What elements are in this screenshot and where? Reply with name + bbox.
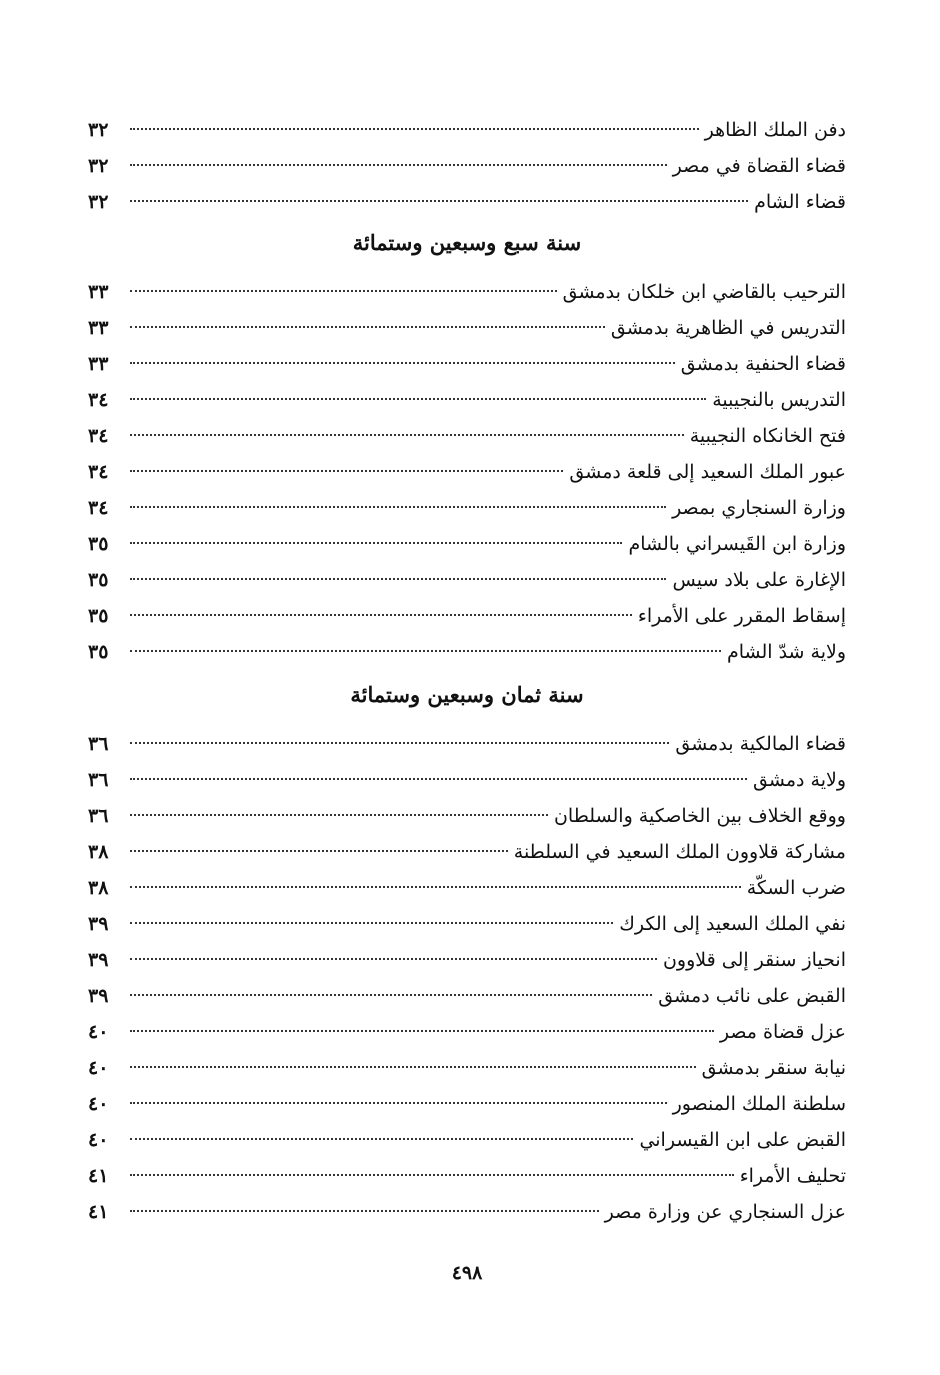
toc-entry <box>88 834 846 870</box>
toc-entry <box>88 762 846 798</box>
toc-entry <box>88 148 846 184</box>
toc-entry-page: ٤١ <box>88 1165 109 1187</box>
dot-leader <box>130 742 669 744</box>
toc-entry-title: نفي الملك السعيد إلى الكرك <box>619 913 846 935</box>
dot-leader <box>130 434 684 436</box>
toc-entry-page: ٣٤ <box>88 425 109 447</box>
toc-entry-title: نيابة سنقر بدمشق <box>701 1057 846 1079</box>
dot-leader <box>130 650 721 652</box>
toc-entry-title: التدريس في الظاهرية بدمشق <box>610 317 846 339</box>
toc-entry-title: قضاء الشام <box>754 191 846 213</box>
dot-leader <box>130 814 548 816</box>
toc-entry <box>88 598 846 634</box>
dot-leader <box>130 506 666 508</box>
toc-entry-title: القبض على ابن القيسراني <box>639 1129 846 1151</box>
toc-entry <box>88 1050 846 1086</box>
dot-leader <box>130 164 667 166</box>
dot-leader <box>130 922 613 924</box>
toc-entry <box>88 382 846 418</box>
toc-entry <box>88 870 846 906</box>
toc-entry-page: ٣٦ <box>88 805 109 827</box>
toc-entry-page: ٣٤ <box>88 389 109 411</box>
toc-entry-title: قضاء الحنفية بدمشق <box>680 353 846 375</box>
toc-entry-title: سلطنة الملك المنصور <box>672 1093 846 1115</box>
dot-leader <box>130 850 508 852</box>
toc-entry-title: مشاركة قلاوون الملك السعيد في السلطنة <box>513 841 846 863</box>
toc-entry-title: عزل السنجاري عن وزارة مصر <box>604 1201 846 1223</box>
dot-leader <box>130 578 666 580</box>
toc-entry-title: ضرب السكّة <box>746 877 846 899</box>
section-heading: سنة ثمان وسبعين وستمائة <box>350 682 584 707</box>
toc-entry-title: إسقاط المقرر على الأمراء <box>637 605 846 627</box>
toc-entry-page: ٣٨ <box>88 841 109 863</box>
toc-entry <box>88 798 846 834</box>
toc-entry-title: وزارة ابن القَيسراني بالشام <box>628 533 846 555</box>
toc-entry-page: ٣٦ <box>88 769 109 791</box>
toc-entry-title: قضاء المالكية بدمشق <box>675 733 846 755</box>
toc-top-entries <box>88 112 846 220</box>
dot-leader <box>130 886 741 888</box>
toc-entry <box>88 1122 846 1158</box>
toc-entry-title: ووقع الخلاف بين الخاصكية والسلطان <box>553 805 846 827</box>
toc-entry <box>88 1014 846 1050</box>
toc-entry <box>88 274 846 310</box>
toc-entry-title: فتح الخانكاه النجيبية <box>689 425 846 447</box>
toc-entry-title: تحليف الأمراء <box>739 1165 846 1187</box>
toc-page <box>88 0 846 1375</box>
dot-leader <box>130 398 706 400</box>
toc-entry <box>88 1194 846 1230</box>
toc-section-1-entries <box>88 274 846 670</box>
toc-entry-page: ٣٣ <box>88 281 109 303</box>
dot-leader <box>130 994 652 996</box>
toc-entry <box>88 346 846 382</box>
toc-entry <box>88 112 846 148</box>
dot-leader <box>130 326 605 328</box>
toc-entry-title: عبور الملك السعيد إلى قلعة دمشق <box>569 461 846 483</box>
dot-leader <box>130 290 557 292</box>
dot-leader <box>130 542 622 544</box>
toc-entry-title: قضاء القضاة في مصر <box>672 155 846 177</box>
toc-entry-title: وزارة السنجاري بمصر <box>672 497 846 519</box>
dot-leader <box>130 778 747 780</box>
toc-entry-page: ٣٩ <box>88 949 109 971</box>
toc-entry-page: ٣٥ <box>88 641 109 663</box>
toc-entry <box>88 526 846 562</box>
toc-entry <box>88 310 846 346</box>
dot-leader <box>130 1066 696 1068</box>
toc-entry <box>88 906 846 942</box>
toc-entry-title: ولاية شدّ الشام <box>726 641 846 663</box>
toc-entry-title: الإغارة على بلاد سيس <box>672 569 846 591</box>
toc-entry-page: ٣٤ <box>88 497 109 519</box>
toc-entry <box>88 726 846 762</box>
toc-entry-page: ٤٠ <box>88 1093 109 1115</box>
toc-entry <box>88 454 846 490</box>
toc-entry-page: ٣٥ <box>88 605 109 627</box>
toc-entry-page: ٣٣ <box>88 317 109 339</box>
dot-leader <box>130 958 657 960</box>
dot-leader <box>130 1174 734 1176</box>
dot-leader <box>130 1210 599 1212</box>
toc-entry <box>88 634 846 670</box>
dot-leader <box>130 1138 633 1140</box>
toc-entry <box>88 184 846 220</box>
toc-entry-title: انحياز سنقر إلى قلاوون <box>662 949 846 971</box>
toc-section-2-entries <box>88 726 846 1230</box>
toc-entry <box>88 942 846 978</box>
toc-entry-title: القبض على نائب دمشق <box>658 985 846 1007</box>
toc-entry <box>88 978 846 1014</box>
toc-entry-title: الترحيب بالقاضي ابن خلكان بدمشق <box>562 281 846 303</box>
toc-entry-page: ٤٠ <box>88 1021 109 1043</box>
toc-entry-title: عزل قضاة مصر <box>719 1021 846 1043</box>
toc-entry <box>88 1158 846 1194</box>
toc-entry-page: ٤١ <box>88 1201 109 1223</box>
toc-entry-page: ٣٩ <box>88 985 109 1007</box>
toc-entry-title: دفن الملك الظاهر <box>704 119 846 141</box>
toc-entry-title: التدريس بالنجيبية <box>712 389 846 411</box>
toc-entry-page: ٣٣ <box>88 353 109 375</box>
toc-entry-page: ٣٢ <box>88 119 109 141</box>
toc-entry-page: ٤٠ <box>88 1129 109 1151</box>
toc-entry-page: ٣٤ <box>88 461 109 483</box>
toc-entry-page: ٣٢ <box>88 191 109 213</box>
dot-leader <box>130 1102 667 1104</box>
toc-entry-page: ٤٠ <box>88 1057 109 1079</box>
dot-leader <box>130 128 699 130</box>
toc-entry <box>88 418 846 454</box>
toc-entry-page: ٣٥ <box>88 533 109 555</box>
dot-leader <box>130 1030 714 1032</box>
toc-entry-page: ٣٥ <box>88 569 109 591</box>
toc-entry-page: ٣٩ <box>88 913 109 935</box>
toc-entry-page: ٣٨ <box>88 877 109 899</box>
toc-entry-title: ولاية دمشق <box>753 769 846 791</box>
toc-entry-page: ٣٦ <box>88 733 109 755</box>
dot-leader <box>130 470 563 472</box>
dot-leader <box>130 200 748 202</box>
toc-entry <box>88 562 846 598</box>
page-number: ٤٩٨ <box>451 1262 483 1284</box>
dot-leader <box>130 362 675 364</box>
dot-leader <box>130 614 632 616</box>
toc-entry <box>88 490 846 526</box>
toc-entry-page: ٣٢ <box>88 155 109 177</box>
section-heading: سنة سبع وسبعين وستمائة <box>352 230 582 255</box>
toc-entry <box>88 1086 846 1122</box>
